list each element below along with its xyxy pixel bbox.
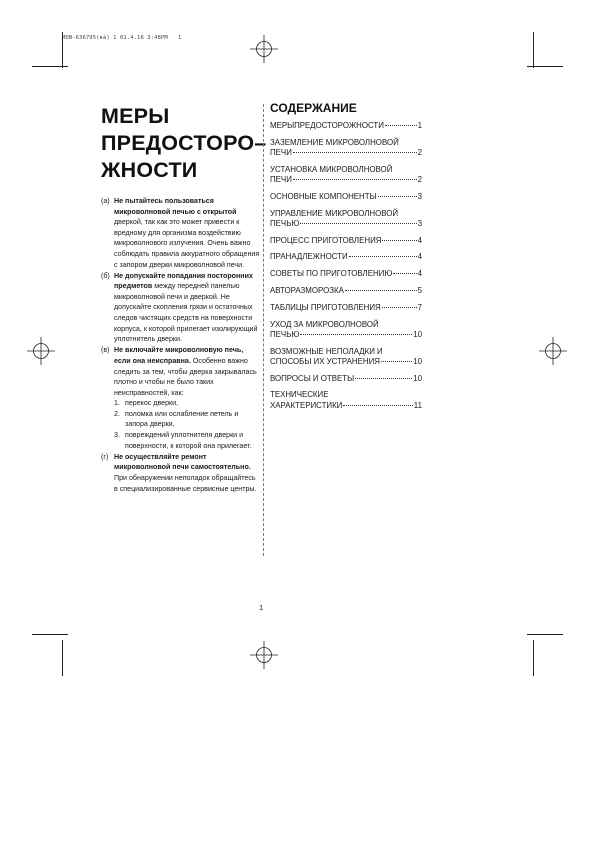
- toc-dot-leader: [293, 152, 417, 153]
- toc-entry-row: [270, 121, 422, 131]
- sublist-text: перекос дверки,: [125, 399, 179, 408]
- toc-entry-page: 11: [413, 400, 422, 410]
- toc-entry-page: 4: [417, 252, 422, 262]
- toc-entry-title: ВОПРОСЫ И ОТВЕТЫ: [270, 373, 355, 383]
- toc-entry-row: [270, 269, 422, 279]
- toc-entry-page: 3: [417, 191, 422, 201]
- list-item: [114, 398, 261, 409]
- toc-entry[interactable]: [270, 209, 422, 229]
- toc-entry-title: ПРОЦЕСС ПРИГОТОВЛЕНИЯ: [270, 235, 382, 245]
- precaution-letter: (б): [101, 271, 110, 280]
- toc-dot-leader: [355, 378, 412, 379]
- precaution-text: между передней панелью микроволновой печи и дверкой. Не допускайте скопления грязи и остаточных следов чистящих средств на поверхности корпуса, к которой прилегает изолирующий уплотнитель дверки.: [114, 282, 258, 344]
- toc-entry[interactable]: [270, 192, 422, 202]
- toc-entry-row: [270, 357, 422, 367]
- registration-mark-icon: [539, 337, 567, 365]
- toc-entry-title-line: УСТАНОВКА МИКРОВОЛНОВОЙ: [270, 164, 393, 174]
- toc-dot-leader: [349, 256, 417, 257]
- toc-entry-row: [270, 286, 422, 296]
- sublist-text: повреждений уплотнителя дверки и поверхности, к которой она прилегает.: [125, 431, 252, 450]
- toc-entry-title-line: ВОЗМОЖНЫЕ НЕПОЛАДКИ И: [270, 346, 383, 356]
- print-slug: MOB-636795(ва́) 1 01.4.16 3:48PM 1: [62, 35, 182, 41]
- toc-dot-leader: [393, 273, 416, 274]
- toc-dot-leader: [381, 361, 412, 362]
- toc-heading: СОДЕРЖАНИЕ: [270, 101, 357, 115]
- sublist-text: поломка или ослабление петель и запора дверки,: [125, 409, 239, 429]
- title-line: ЖНОСТИ: [101, 158, 198, 182]
- crop-mark: [62, 640, 63, 676]
- toc-entry-page: 7: [417, 302, 422, 312]
- toc-dot-leader: [385, 125, 417, 126]
- list-item: [114, 430, 261, 451]
- precaution-text: Особенно важно следить за тем, чтобы дверка закрывалась плотно и чтобы не было таких неисправностей, как:: [114, 356, 257, 397]
- precaution-letter: (в): [101, 346, 110, 355]
- crop-mark: [32, 634, 68, 635]
- precautions-list: [101, 196, 261, 495]
- title-block: [101, 103, 267, 184]
- precaution-item: [101, 271, 261, 345]
- table-of-contents: [270, 101, 422, 417]
- toc-entry-page: 4: [417, 269, 422, 279]
- registration-mark-icon: [250, 35, 278, 63]
- toc-entry[interactable]: [270, 320, 422, 340]
- toc-entry-page: 10: [413, 329, 422, 339]
- toc-list: [270, 121, 422, 411]
- toc-dot-leader: [345, 290, 417, 291]
- toc-entry[interactable]: [270, 165, 422, 185]
- title-line: МЕРЫ: [101, 104, 170, 128]
- toc-entry[interactable]: [270, 347, 422, 367]
- precaution-item: [101, 345, 261, 451]
- toc-entry[interactable]: [270, 269, 422, 279]
- toc-entry-title: ПЕЧИ: [270, 175, 292, 184]
- precaution-bold: Не включайте микроволновую печь, если она неисправна.: [114, 346, 244, 365]
- toc-entry-page: 10: [413, 356, 422, 366]
- toc-dot-leader: [382, 240, 416, 241]
- toc-entry-row: [270, 148, 422, 158]
- toc-entry-title: ПЕЧИ: [270, 148, 292, 157]
- precaution-letter: (г): [101, 452, 109, 461]
- toc-dot-leader: [300, 334, 412, 335]
- sublist-number: 1.: [114, 399, 120, 408]
- toc-entry-title: АВТОРАЗМОРОЗКА: [270, 285, 344, 295]
- precaution-item: [101, 452, 261, 494]
- toc-entry-row: [270, 330, 422, 340]
- crop-mark: [533, 32, 534, 68]
- toc-entry-page: 5: [417, 285, 422, 295]
- toc-entry-title: СПОСОБЫ ИХ УСТРАНЕНИЯ: [270, 356, 380, 366]
- toc-entry-title: ПРАНАДЛЕЖНОСТИ: [270, 252, 348, 262]
- toc-entry-page: 2: [417, 148, 422, 157]
- toc-dot-leader: [343, 405, 412, 406]
- registration-mark-icon: [250, 641, 278, 669]
- toc-entry[interactable]: [270, 121, 422, 131]
- precaution-bold: Не допускайте попадания посторонних предметов: [114, 271, 253, 291]
- toc-entry-row: [270, 175, 422, 185]
- precaution-letter: (а): [101, 197, 110, 205]
- toc-entry-row: [270, 303, 422, 313]
- toc-entry[interactable]: [270, 252, 422, 262]
- precaution-bold: Не осуществляйте ремонт микроволновой печи самостоятельно.: [114, 452, 251, 472]
- crop-mark: [527, 634, 563, 635]
- toc-entry-title: ТАБЛИЦЫ ПРИГОТОВЛЕНИЯ: [270, 302, 381, 312]
- list-item: [114, 409, 261, 430]
- precaution-bold: Не пытайтесь пользоваться микроволновой печью с открытой: [114, 197, 237, 216]
- toc-entry-row: [270, 236, 422, 246]
- crop-mark: [62, 32, 63, 68]
- toc-dot-leader: [293, 179, 417, 180]
- toc-entry[interactable]: [270, 303, 422, 313]
- page-number: 1: [259, 603, 264, 612]
- precaution-text: дверкой, так как это может привести к вредному для организма воздействию микроволнового излучения. Очень важно соблюдать правила аккуратного обращения с запором дверки микроволновой печи.: [114, 218, 260, 269]
- toc-entry-row: [270, 401, 422, 411]
- precaution-item: [101, 196, 261, 270]
- sublist-number: 2.: [114, 409, 120, 418]
- toc-entry-title-line: ТЕХНИЧЕСКИЕ: [270, 390, 329, 400]
- toc-entry-title: ХАРАКТЕРИСТИКИ: [270, 400, 343, 410]
- toc-entry-title: ПЕЧЬЮ: [270, 218, 300, 228]
- sublist-number: 3.: [114, 431, 120, 440]
- registration-mark-icon: [27, 337, 55, 365]
- column-divider: [263, 104, 264, 556]
- toc-entry-title-line: УПРАВЛЕНИЕ МИКРОВОЛНОВОЙ: [270, 208, 399, 218]
- title-line: ПРЕДОСТОРО–: [101, 131, 267, 155]
- toc-entry[interactable]: [270, 374, 422, 384]
- toc-entry-page: 1: [417, 121, 422, 130]
- toc-entry[interactable]: [270, 286, 422, 296]
- page-title: [101, 103, 267, 184]
- precaution-text: При обнаружении неполадок обращайтесь в специализированные сервисные центры.: [114, 473, 257, 493]
- toc-entry-page: 2: [417, 175, 422, 184]
- toc-entry[interactable]: [270, 236, 422, 246]
- toc-entry-row: [270, 374, 422, 384]
- toc-dot-leader: [378, 196, 417, 197]
- precaution-sublist: [114, 398, 261, 451]
- crop-mark: [533, 640, 534, 676]
- toc-entry-page: 4: [417, 235, 422, 245]
- toc-entry-row: [270, 252, 422, 262]
- toc-entry-title: МЕРЫПРЕДОСТОРОЖНОСТИ: [270, 121, 384, 130]
- toc-dot-leader: [382, 307, 417, 308]
- toc-entry[interactable]: [270, 138, 422, 158]
- toc-dot-leader: [300, 223, 416, 224]
- toc-entry-title: ОСНОВНЫЕ КОМПОНЕНТЫ: [270, 191, 377, 201]
- toc-entry-title-line: УХОД ЗА МИКРОВОЛНОВОЙ: [270, 319, 379, 329]
- toc-entry-row: [270, 192, 422, 202]
- toc-entry-page: 3: [417, 218, 422, 228]
- toc-entry-page: 10: [413, 373, 422, 383]
- toc-entry[interactable]: [270, 390, 422, 410]
- toc-entry-row: [270, 219, 422, 229]
- toc-entry-title: СОВЕТЫ ПО ПРИГОТОВЛЕНИЮ: [270, 269, 393, 279]
- toc-entry-title-line: ЗАЗЕМЛЕНИЕ МИКРОВОЛНОВОЙ: [270, 137, 399, 147]
- toc-entry-title: ПЕЧЬЮ: [270, 329, 300, 339]
